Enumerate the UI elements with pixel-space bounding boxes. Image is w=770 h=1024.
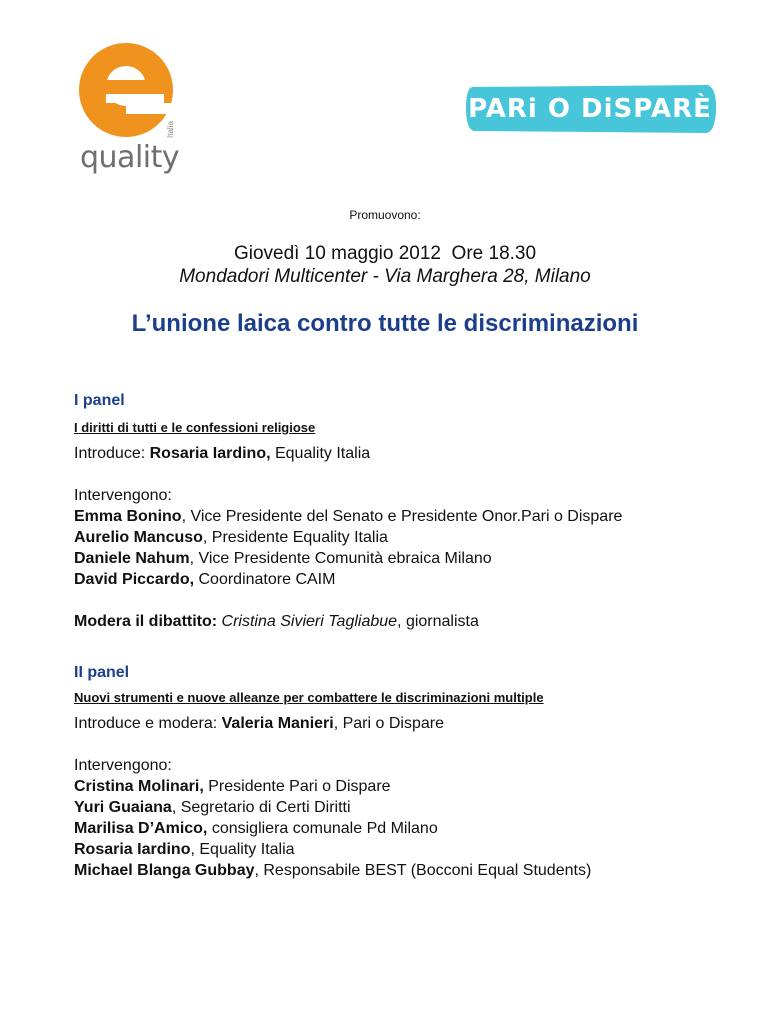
panel-2-speakers-label: Intervengono: <box>74 757 172 774</box>
event-title: L’unione laica contro tutte le discriminazioni <box>131 310 639 337</box>
speaker-row: Daniele Nahum, Vice Presidente Comunità ebraica Milano <box>74 550 492 567</box>
panel-2-introduce: Introduce e modera: Valeria Manieri, Pari o Dispare <box>74 715 444 732</box>
equality-e-mark <box>78 42 178 142</box>
equality-italia-logo <box>78 42 178 184</box>
event-venue: Mondadori Multicenter - Via Marghera 28, Milano <box>179 266 591 287</box>
panel-1-moderator: Modera il dibattito: Cristina Sivieri Tagliabue, giornalista <box>74 613 479 630</box>
panel-1-subtitle: I diritti di tutti e le confessioni religiose <box>74 420 316 435</box>
event-date-time: Giovedì 10 maggio 2012 Ore 18.30 <box>233 243 537 264</box>
promo-label: Promuovono: <box>349 208 421 222</box>
panel-1-introduce: Introduce: Rosaria Iardino, Equality Italia <box>74 445 371 462</box>
speaker-row: Michael Blanga Gubbay, Responsabile BEST (Bocconi Equal Students) <box>74 862 592 879</box>
speaker-row: Marilisa D’Amico, consigliera comunale Pd Milano <box>74 820 438 837</box>
speaker-row: Yuri Guaiana, Segretario di Certi Diritti <box>74 799 351 816</box>
pari-o-dispare-logo <box>462 81 718 136</box>
equality-wordmark: quality <box>80 140 180 175</box>
speaker-row: Emma Bonino, Vice Presidente del Senato e Presidente Onor.Pari o Dispare <box>74 508 623 525</box>
pari-o-dispare-wordmark: PARi O DiSPARÈ <box>468 93 712 124</box>
panel-2 <box>74 662 754 881</box>
speaker-row: Aurelio Mancuso, Presidente Equality Italia <box>74 529 388 546</box>
equality-italia-small: Italia <box>166 121 175 138</box>
panel-2-heading: II panel <box>74 664 130 681</box>
panel-2-subtitle: Nuovi strumenti e nuove alleanze per combattere le discriminazioni multiple <box>74 690 544 705</box>
panel-1 <box>74 390 754 632</box>
speaker-row: Cristina Molinari, Presidente Pari o Dispare <box>74 778 391 795</box>
panel-1-heading: I panel <box>74 392 125 409</box>
speaker-row: Rosaria Iardino, Equality Italia <box>74 841 295 858</box>
speaker-row: David Piccardo, Coordinatore CAIM <box>74 571 336 588</box>
panel-1-speakers-label: Intervengono: <box>74 487 172 504</box>
